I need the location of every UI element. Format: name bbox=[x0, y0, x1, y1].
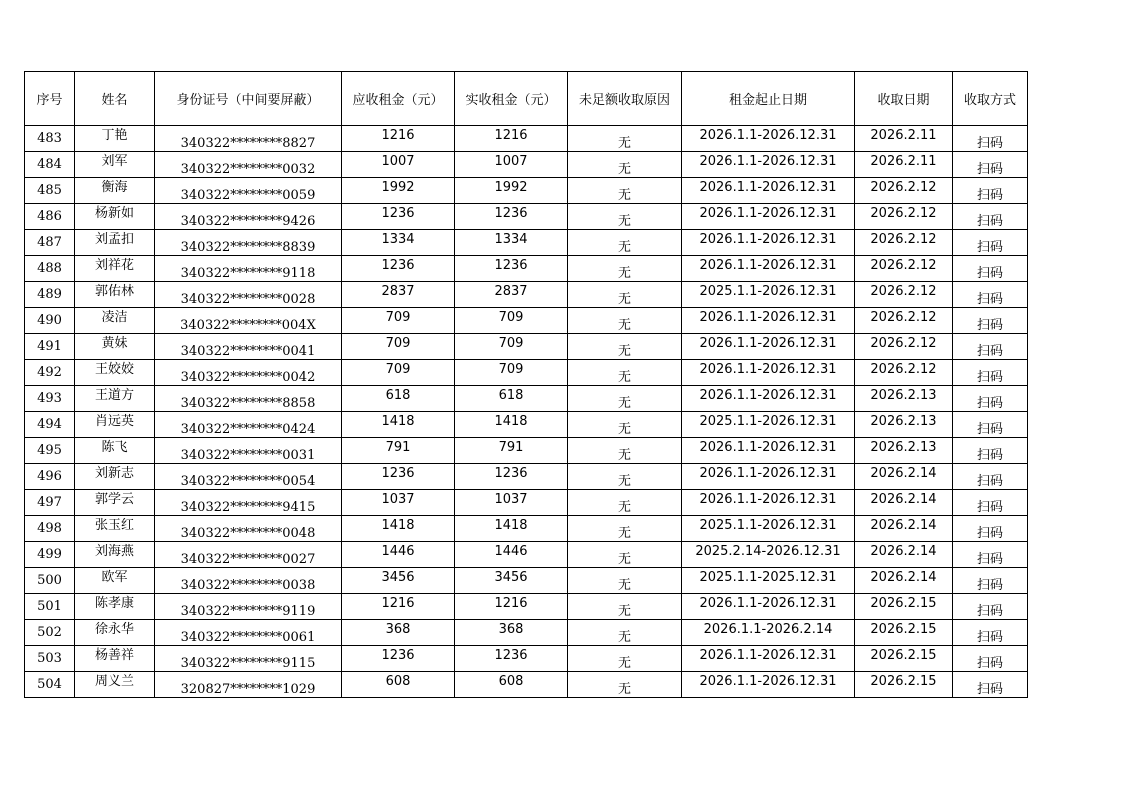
cell-shortfall-reason: 无 bbox=[568, 516, 682, 542]
cell-id-number: 340322********8827 bbox=[155, 126, 342, 152]
table-row bbox=[25, 464, 1028, 490]
table-row bbox=[25, 438, 1028, 464]
cell-id-number: 340322********9426 bbox=[155, 204, 342, 230]
cell-rent-period: 2025.2.14-2026.12.31 bbox=[682, 542, 855, 568]
cell-rent-period: 2025.1.1-2025.12.31 bbox=[682, 568, 855, 594]
table-row bbox=[25, 334, 1028, 360]
cell-shortfall-reason: 无 bbox=[568, 464, 682, 490]
cell-id-number: 340322********8858 bbox=[155, 386, 342, 412]
cell-collection-date: 2026.2.14 bbox=[855, 490, 953, 516]
cell-rent-received: 368 bbox=[455, 620, 568, 646]
cell-shortfall-reason: 无 bbox=[568, 386, 682, 412]
header-name: 姓名 bbox=[75, 72, 155, 126]
cell-id-number: 340322********0054 bbox=[155, 464, 342, 490]
cell-rent-received: 709 bbox=[455, 360, 568, 386]
cell-name: 衡海 bbox=[75, 178, 155, 204]
cell-shortfall-reason: 无 bbox=[568, 438, 682, 464]
cell-rent-received: 1236 bbox=[455, 256, 568, 282]
cell-rent-period: 2026.1.1-2026.12.31 bbox=[682, 464, 855, 490]
cell-name: 张玉红 bbox=[75, 516, 155, 542]
cell-collection-date: 2026.2.14 bbox=[855, 568, 953, 594]
cell-shortfall-reason: 无 bbox=[568, 126, 682, 152]
cell-rent-due: 618 bbox=[342, 386, 455, 412]
cell-collection-date: 2026.2.12 bbox=[855, 178, 953, 204]
cell-collection-date: 2026.2.15 bbox=[855, 672, 953, 698]
cell-shortfall-reason: 无 bbox=[568, 230, 682, 256]
cell-shortfall-reason: 无 bbox=[568, 568, 682, 594]
cell-rent-received: 1216 bbox=[455, 126, 568, 152]
table-row bbox=[25, 412, 1028, 438]
table-row bbox=[25, 542, 1028, 568]
cell-name: 杨善祥 bbox=[75, 646, 155, 672]
cell-rent-due: 1418 bbox=[342, 412, 455, 438]
cell-payment-method: 扫码 bbox=[953, 672, 1028, 698]
cell-rent-received: 1216 bbox=[455, 594, 568, 620]
cell-collection-date: 2026.2.13 bbox=[855, 438, 953, 464]
cell-name: 刘孟扣 bbox=[75, 230, 155, 256]
cell-payment-method: 扫码 bbox=[953, 490, 1028, 516]
cell-payment-method: 扫码 bbox=[953, 594, 1028, 620]
cell-rent-period: 2026.1.1-2026.2.14 bbox=[682, 620, 855, 646]
cell-rent-received: 618 bbox=[455, 386, 568, 412]
cell-seq: 500 bbox=[25, 568, 75, 594]
cell-name: 王道方 bbox=[75, 386, 155, 412]
cell-payment-method: 扫码 bbox=[953, 386, 1028, 412]
cell-collection-date: 2026.2.12 bbox=[855, 256, 953, 282]
cell-shortfall-reason: 无 bbox=[568, 360, 682, 386]
header-rent-received: 实收租金（元） bbox=[455, 72, 568, 126]
cell-collection-date: 2026.2.15 bbox=[855, 594, 953, 620]
table-row bbox=[25, 282, 1028, 308]
cell-rent-due: 1216 bbox=[342, 126, 455, 152]
cell-seq: 502 bbox=[25, 620, 75, 646]
table-row bbox=[25, 568, 1028, 594]
cell-rent-period: 2026.1.1-2026.12.31 bbox=[682, 672, 855, 698]
cell-rent-received: 1418 bbox=[455, 516, 568, 542]
cell-id-number: 340322********8839 bbox=[155, 230, 342, 256]
cell-rent-received: 1236 bbox=[455, 464, 568, 490]
cell-rent-received: 1418 bbox=[455, 412, 568, 438]
cell-seq: 490 bbox=[25, 308, 75, 334]
cell-name: 郭佑林 bbox=[75, 282, 155, 308]
cell-rent-due: 1236 bbox=[342, 256, 455, 282]
cell-id-number: 340322********004X bbox=[155, 308, 342, 334]
cell-rent-period: 2025.1.1-2026.12.31 bbox=[682, 516, 855, 542]
cell-rent-due: 1236 bbox=[342, 204, 455, 230]
cell-rent-received: 709 bbox=[455, 334, 568, 360]
cell-rent-received: 1007 bbox=[455, 152, 568, 178]
cell-id-number: 340322********9415 bbox=[155, 490, 342, 516]
header-rent-period: 租金起止日期 bbox=[682, 72, 855, 126]
cell-seq: 489 bbox=[25, 282, 75, 308]
cell-seq: 492 bbox=[25, 360, 75, 386]
cell-rent-due: 1216 bbox=[342, 594, 455, 620]
cell-seq: 499 bbox=[25, 542, 75, 568]
cell-payment-method: 扫码 bbox=[953, 646, 1028, 672]
cell-seq: 483 bbox=[25, 126, 75, 152]
cell-id-number: 340322********0038 bbox=[155, 568, 342, 594]
cell-payment-method: 扫码 bbox=[953, 152, 1028, 178]
cell-collection-date: 2026.2.15 bbox=[855, 620, 953, 646]
table-row bbox=[25, 360, 1028, 386]
rent-collection-table bbox=[24, 71, 1028, 698]
cell-rent-period: 2026.1.1-2026.12.31 bbox=[682, 386, 855, 412]
cell-payment-method: 扫码 bbox=[953, 464, 1028, 490]
cell-payment-method: 扫码 bbox=[953, 256, 1028, 282]
cell-name: 王姣姣 bbox=[75, 360, 155, 386]
cell-rent-period: 2026.1.1-2026.12.31 bbox=[682, 334, 855, 360]
cell-payment-method: 扫码 bbox=[953, 282, 1028, 308]
cell-name: 杨新如 bbox=[75, 204, 155, 230]
cell-shortfall-reason: 无 bbox=[568, 282, 682, 308]
cell-shortfall-reason: 无 bbox=[568, 178, 682, 204]
cell-payment-method: 扫码 bbox=[953, 412, 1028, 438]
cell-name: 陈飞 bbox=[75, 438, 155, 464]
cell-seq: 488 bbox=[25, 256, 75, 282]
cell-rent-due: 1446 bbox=[342, 542, 455, 568]
cell-rent-received: 1236 bbox=[455, 204, 568, 230]
cell-collection-date: 2026.2.11 bbox=[855, 126, 953, 152]
cell-name: 黄妹 bbox=[75, 334, 155, 360]
cell-payment-method: 扫码 bbox=[953, 568, 1028, 594]
cell-seq: 496 bbox=[25, 464, 75, 490]
cell-rent-received: 3456 bbox=[455, 568, 568, 594]
cell-seq: 485 bbox=[25, 178, 75, 204]
cell-payment-method: 扫码 bbox=[953, 204, 1028, 230]
cell-collection-date: 2026.2.13 bbox=[855, 412, 953, 438]
cell-rent-period: 2026.1.1-2026.12.31 bbox=[682, 490, 855, 516]
cell-rent-due: 709 bbox=[342, 334, 455, 360]
cell-collection-date: 2026.2.14 bbox=[855, 542, 953, 568]
cell-id-number: 340322********0424 bbox=[155, 412, 342, 438]
table-row bbox=[25, 490, 1028, 516]
cell-payment-method: 扫码 bbox=[953, 334, 1028, 360]
cell-rent-due: 2837 bbox=[342, 282, 455, 308]
cell-id-number: 340322********9119 bbox=[155, 594, 342, 620]
cell-collection-date: 2026.2.12 bbox=[855, 360, 953, 386]
cell-rent-due: 1037 bbox=[342, 490, 455, 516]
cell-payment-method: 扫码 bbox=[953, 126, 1028, 152]
cell-rent-period: 2026.1.1-2026.12.31 bbox=[682, 204, 855, 230]
cell-payment-method: 扫码 bbox=[953, 178, 1028, 204]
cell-seq: 498 bbox=[25, 516, 75, 542]
cell-rent-received: 1236 bbox=[455, 646, 568, 672]
cell-collection-date: 2026.2.11 bbox=[855, 152, 953, 178]
table-row bbox=[25, 672, 1028, 698]
cell-name: 凌洁 bbox=[75, 308, 155, 334]
cell-shortfall-reason: 无 bbox=[568, 542, 682, 568]
cell-id-number: 340322********0027 bbox=[155, 542, 342, 568]
cell-payment-method: 扫码 bbox=[953, 308, 1028, 334]
cell-rent-period: 2025.1.1-2026.12.31 bbox=[682, 412, 855, 438]
cell-shortfall-reason: 无 bbox=[568, 256, 682, 282]
cell-payment-method: 扫码 bbox=[953, 620, 1028, 646]
cell-rent-received: 1446 bbox=[455, 542, 568, 568]
cell-rent-period: 2025.1.1-2026.12.31 bbox=[682, 282, 855, 308]
header-row bbox=[25, 72, 1028, 126]
cell-name: 刘新志 bbox=[75, 464, 155, 490]
cell-rent-received: 608 bbox=[455, 672, 568, 698]
cell-rent-received: 1334 bbox=[455, 230, 568, 256]
table-row bbox=[25, 308, 1028, 334]
cell-shortfall-reason: 无 bbox=[568, 672, 682, 698]
cell-seq: 495 bbox=[25, 438, 75, 464]
table-row bbox=[25, 620, 1028, 646]
cell-collection-date: 2026.2.14 bbox=[855, 464, 953, 490]
cell-id-number: 320827********1029 bbox=[155, 672, 342, 698]
cell-shortfall-reason: 无 bbox=[568, 490, 682, 516]
cell-name: 徐永华 bbox=[75, 620, 155, 646]
cell-payment-method: 扫码 bbox=[953, 516, 1028, 542]
header-seq: 序号 bbox=[25, 72, 75, 126]
table-row bbox=[25, 126, 1028, 152]
table-row bbox=[25, 516, 1028, 542]
cell-seq: 494 bbox=[25, 412, 75, 438]
cell-shortfall-reason: 无 bbox=[568, 152, 682, 178]
cell-seq: 504 bbox=[25, 672, 75, 698]
cell-shortfall-reason: 无 bbox=[568, 412, 682, 438]
cell-rent-period: 2026.1.1-2026.12.31 bbox=[682, 438, 855, 464]
cell-id-number: 340322********9118 bbox=[155, 256, 342, 282]
cell-id-number: 340322********9115 bbox=[155, 646, 342, 672]
header-shortfall-reason: 未足额收取原因 bbox=[568, 72, 682, 126]
cell-shortfall-reason: 无 bbox=[568, 594, 682, 620]
header-payment-method: 收取方式 bbox=[953, 72, 1028, 126]
cell-rent-period: 2026.1.1-2026.12.31 bbox=[682, 230, 855, 256]
table-row bbox=[25, 386, 1028, 412]
cell-collection-date: 2026.2.12 bbox=[855, 308, 953, 334]
cell-collection-date: 2026.2.14 bbox=[855, 516, 953, 542]
cell-collection-date: 2026.2.12 bbox=[855, 334, 953, 360]
cell-rent-due: 1007 bbox=[342, 152, 455, 178]
table-row bbox=[25, 152, 1028, 178]
cell-shortfall-reason: 无 bbox=[568, 308, 682, 334]
cell-id-number: 340322********0059 bbox=[155, 178, 342, 204]
cell-name: 刘军 bbox=[75, 152, 155, 178]
cell-payment-method: 扫码 bbox=[953, 542, 1028, 568]
cell-rent-due: 368 bbox=[342, 620, 455, 646]
cell-rent-received: 709 bbox=[455, 308, 568, 334]
table-row bbox=[25, 594, 1028, 620]
cell-name: 刘祥花 bbox=[75, 256, 155, 282]
cell-rent-due: 709 bbox=[342, 360, 455, 386]
cell-name: 陈孝康 bbox=[75, 594, 155, 620]
cell-seq: 484 bbox=[25, 152, 75, 178]
cell-seq: 487 bbox=[25, 230, 75, 256]
cell-rent-due: 1334 bbox=[342, 230, 455, 256]
cell-rent-due: 608 bbox=[342, 672, 455, 698]
cell-shortfall-reason: 无 bbox=[568, 204, 682, 230]
table-row bbox=[25, 204, 1028, 230]
table-row bbox=[25, 230, 1028, 256]
cell-seq: 503 bbox=[25, 646, 75, 672]
cell-id-number: 340322********0032 bbox=[155, 152, 342, 178]
cell-rent-due: 1236 bbox=[342, 464, 455, 490]
cell-seq: 497 bbox=[25, 490, 75, 516]
cell-name: 丁艳 bbox=[75, 126, 155, 152]
cell-collection-date: 2026.2.15 bbox=[855, 646, 953, 672]
cell-rent-received: 1992 bbox=[455, 178, 568, 204]
cell-name: 周义兰 bbox=[75, 672, 155, 698]
cell-rent-due: 3456 bbox=[342, 568, 455, 594]
cell-seq: 493 bbox=[25, 386, 75, 412]
cell-rent-period: 2026.1.1-2026.12.31 bbox=[682, 126, 855, 152]
cell-rent-received: 791 bbox=[455, 438, 568, 464]
cell-name: 欧军 bbox=[75, 568, 155, 594]
cell-rent-period: 2026.1.1-2026.12.31 bbox=[682, 308, 855, 334]
cell-seq: 501 bbox=[25, 594, 75, 620]
cell-id-number: 340322********0031 bbox=[155, 438, 342, 464]
cell-rent-period: 2026.1.1-2026.12.31 bbox=[682, 360, 855, 386]
cell-shortfall-reason: 无 bbox=[568, 646, 682, 672]
cell-id-number: 340322********0048 bbox=[155, 516, 342, 542]
cell-payment-method: 扫码 bbox=[953, 438, 1028, 464]
cell-seq: 491 bbox=[25, 334, 75, 360]
header-collection-date: 收取日期 bbox=[855, 72, 953, 126]
cell-payment-method: 扫码 bbox=[953, 230, 1028, 256]
cell-payment-method: 扫码 bbox=[953, 360, 1028, 386]
cell-collection-date: 2026.2.12 bbox=[855, 282, 953, 308]
cell-id-number: 340322********0028 bbox=[155, 282, 342, 308]
cell-rent-period: 2026.1.1-2026.12.31 bbox=[682, 152, 855, 178]
cell-rent-due: 709 bbox=[342, 308, 455, 334]
cell-rent-period: 2026.1.1-2026.12.31 bbox=[682, 594, 855, 620]
table-row bbox=[25, 646, 1028, 672]
header-rent-due: 应收租金（元） bbox=[342, 72, 455, 126]
cell-name: 郭学云 bbox=[75, 490, 155, 516]
cell-rent-period: 2026.1.1-2026.12.31 bbox=[682, 256, 855, 282]
cell-rent-received: 1037 bbox=[455, 490, 568, 516]
cell-seq: 486 bbox=[25, 204, 75, 230]
cell-rent-received: 2837 bbox=[455, 282, 568, 308]
cell-collection-date: 2026.2.12 bbox=[855, 204, 953, 230]
cell-rent-due: 1418 bbox=[342, 516, 455, 542]
cell-collection-date: 2026.2.12 bbox=[855, 230, 953, 256]
cell-id-number: 340322********0061 bbox=[155, 620, 342, 646]
cell-rent-due: 1236 bbox=[342, 646, 455, 672]
table-row bbox=[25, 256, 1028, 282]
cell-shortfall-reason: 无 bbox=[568, 334, 682, 360]
cell-rent-due: 791 bbox=[342, 438, 455, 464]
cell-shortfall-reason: 无 bbox=[568, 620, 682, 646]
header-id-number: 身份证号（中间要屏蔽） bbox=[155, 72, 342, 126]
cell-rent-period: 2026.1.1-2026.12.31 bbox=[682, 646, 855, 672]
cell-name: 肖远英 bbox=[75, 412, 155, 438]
cell-collection-date: 2026.2.13 bbox=[855, 386, 953, 412]
cell-id-number: 340322********0042 bbox=[155, 360, 342, 386]
cell-rent-due: 1992 bbox=[342, 178, 455, 204]
cell-id-number: 340322********0041 bbox=[155, 334, 342, 360]
table-row bbox=[25, 178, 1028, 204]
cell-name: 刘海燕 bbox=[75, 542, 155, 568]
cell-rent-period: 2026.1.1-2026.12.31 bbox=[682, 178, 855, 204]
